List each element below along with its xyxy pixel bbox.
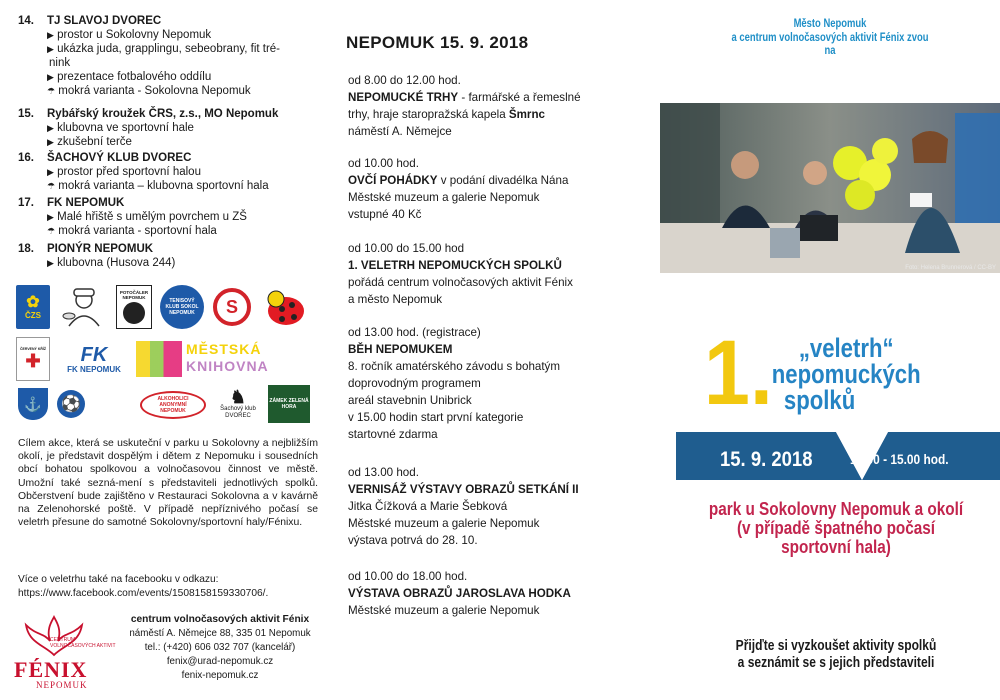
football-logo: ⚽ bbox=[56, 385, 86, 423]
club-item: ☂ mokrá varianta – klubovna sportovní hala bbox=[47, 180, 269, 192]
czs-logo: ✿ ČZS bbox=[16, 285, 50, 329]
event-time: od 13.00 hod. (registrace) bbox=[348, 326, 481, 339]
phone: tel.: (+420) 606 032 707 (kancelář) bbox=[144, 642, 296, 653]
fenix-contact bbox=[110, 613, 330, 683]
fenix-logo: CENTRUM VOLNOČASOVÝCH AKTIVIT FÉNIX NEPOMUK bbox=[14, 615, 124, 695]
event-name: VERNISÁŽ VÝSTAVY OBRAZŮ SETKÁNÍ II bbox=[348, 483, 579, 496]
club-number: 17. bbox=[18, 197, 34, 209]
club-name: FK NEPOMUK bbox=[47, 197, 125, 209]
club-item: ▶ klubovna ve sportovní hale bbox=[47, 122, 194, 134]
intro-paragraph: Cílem akce, která se uskuteční v parku u Sokolovny a nejbližším okolí, je představit dospělým i dětem z Nepomuku i sousedních obcí bohatou spolkovou a volnočasovou činnost ve městě. Umožní také sezná-mení s představiteli jednotlivých spolků. Občerstvení bude zajištěno v Restauraci Sokolovna a v kavárně na Zelenohorské poště. V případě nepříznivého počasí se veletrh přesune do samotné Sokolovny/sportovní haly/Fénixu. bbox=[18, 438, 318, 529]
club-item: ▶ ukázka juda, grapplingu, sebeobrany, fit tré- bbox=[47, 43, 281, 55]
club-item: ▶ prostor u Sokolovny Nepomuk bbox=[47, 29, 212, 41]
club-item: ☂ mokrá varianta - Sokolovna Nepomuk bbox=[47, 85, 251, 97]
club-number: 16. bbox=[18, 152, 34, 164]
club-item: ▶ klubovna (Husova 244) bbox=[47, 257, 176, 269]
event-name: 1. VELETRH NEPOMUCKÝCH SPOLKŮ bbox=[348, 259, 562, 272]
zelena-hora-logo: ZÁMEK ZELENÁ HORA bbox=[268, 385, 310, 423]
event-name: OVČÍ POHÁDKY bbox=[348, 174, 438, 187]
library-logo: MĚSTSKÁ KNIHOVNA bbox=[136, 341, 304, 379]
aa-nepomuk-logo: ALKOHOLICI ANONYMNÍ NEPOMUK bbox=[138, 389, 208, 421]
program-event: od 8.00 do 12.00 hod. NEPOMUCKÉ TRHY - farmářské a řemeslné trhy, hraje staropražská kapela Šmrnc náměstí A. Němejce bbox=[348, 72, 648, 140]
sokol-logo: S bbox=[212, 285, 252, 329]
program-event: od 10.00 hod. OVČÍ POHÁDKY v podání divadélka Nána Městské muzeum a galerie Nepomuk vstupné 40 Kč bbox=[348, 155, 648, 223]
org-name: centrum volnočasových aktivit Fénix bbox=[130, 614, 310, 625]
call-to-action: Přijďte si vyzkoušet aktivity spolků a seznámit se s jejich představiteli bbox=[735, 638, 937, 671]
potocaler-logo: POTOČÁLER NEPOMUK bbox=[116, 285, 152, 329]
edition-number: 1. bbox=[703, 322, 773, 424]
club-item: ▶ prostor před sportovní halou bbox=[47, 166, 201, 178]
program-column bbox=[336, 0, 656, 700]
club-name: TJ SLAVOJ DVOREC bbox=[47, 15, 162, 27]
event-title: „veletrh“ nepomuckých spolků bbox=[771, 333, 921, 415]
chef-logo bbox=[56, 285, 111, 329]
event-time-range: 10.00 - 15.00 hod. bbox=[850, 451, 949, 467]
partner-logos bbox=[16, 285, 326, 425]
program-event: od 10.00 do 18.00 hod. VÝSTAVA OBRAZŮ JAROSLAVA HODKA Městské muzeum a galerie Nepomuk bbox=[348, 568, 648, 619]
fisher-club-logo: ⚓ bbox=[16, 385, 50, 423]
club-item: ▶ prezentace fotbalového oddílu bbox=[47, 71, 212, 83]
facebook-label: Více o veletrhu také na facebooku v odkazu: bbox=[18, 574, 219, 585]
band-name: Šmrnc bbox=[508, 108, 545, 121]
facebook-block bbox=[18, 573, 323, 601]
program-event: od 13.00 hod. (registrace) BĚH NEPOMUKEM 8. ročník amatérského závodu s bohatým doprovodným programem areál stavebnin Unibrick v 15.00 hodin start první kategorie startovné zdarma bbox=[348, 324, 648, 443]
cover-panel bbox=[660, 0, 1000, 700]
club-number: 14. bbox=[18, 15, 34, 27]
event-time: od 10.00 do 15.00 hod bbox=[348, 242, 465, 255]
facebook-link[interactable]: https://www.facebook.com/events/1508158159330706/. bbox=[18, 588, 269, 599]
event-name: VÝSTAVA OBRAZŮ JAROSLAVA HODKA bbox=[348, 587, 571, 600]
web-link[interactable]: fenix-nepomuk.cz bbox=[181, 670, 259, 681]
tennis-club-logo: TENISOVÝ KLUB SOKOL NEPOMUK bbox=[158, 285, 206, 329]
ladybug-logo bbox=[260, 285, 310, 329]
club-number: 18. bbox=[18, 243, 34, 255]
fk-nepomuk-logo: FK FK NEPOMUK bbox=[67, 343, 121, 374]
event-time: od 10.00 hod. bbox=[348, 157, 419, 170]
event-time: od 13.00 hod. bbox=[348, 466, 419, 479]
event-time: od 8.00 do 12.00 hod. bbox=[348, 74, 461, 87]
invitation-header: Město Nepomuk a centrum volnočasových aktivit Fénix zvou na bbox=[731, 18, 929, 57]
club-item: ▶ Malé hřiště s umělým povrchem u ZŠ bbox=[47, 211, 247, 223]
event-photo bbox=[660, 103, 1000, 273]
left-column bbox=[0, 0, 330, 700]
club-item: nink bbox=[49, 57, 71, 69]
event-name: NEPOMUCKÉ TRHY bbox=[348, 91, 459, 104]
program-event: od 13.00 hod. VERNISÁŽ VÝSTAVY OBRAZŮ SETKÁNÍ II Jitka Čížková a Marie Šebková Městské muzeum a galerie Nepomuk výstava potrvá do 28. 10. bbox=[348, 464, 648, 549]
photo-credit: Foto: Helena Brunnerová / CC-BY bbox=[905, 265, 996, 271]
email-link[interactable]: fenix@urad-nepomuk.cz bbox=[166, 656, 274, 667]
red-cross-logo: ČERVENÝ KŘÍŽ ✚ bbox=[16, 337, 50, 381]
chess-club-logo: ♞ Šachový klub DVOREC bbox=[220, 387, 256, 419]
event-place: park u Sokolovny Nepomuk a okolí (v případě špatného počasí sportovní hala) bbox=[708, 499, 964, 557]
event-date: 15. 9. 2018 bbox=[720, 448, 813, 471]
club-name: Rybářský kroužek ČRS, z.s., MO Nepomuk bbox=[47, 108, 279, 120]
program-event: od 10.00 do 15.00 hod 1. VELETRH NEPOMUCKÝCH SPOLKŮ pořádá centrum volnočasových aktivit Fénix a město Nepomuk bbox=[348, 240, 648, 308]
club-item: ▶ zkušební terče bbox=[47, 136, 132, 148]
address: náměstí A. Němejce 88, 335 01 Nepomuk bbox=[129, 628, 311, 639]
program-title: NEPOMUK 15. 9. 2018 bbox=[346, 33, 529, 52]
event-name: BĚH NEPOMUKEM bbox=[348, 343, 453, 356]
club-name: PIONÝR NEPOMUK bbox=[47, 243, 154, 255]
club-name: ŠACHOVÝ KLUB DVOREC bbox=[47, 152, 192, 164]
club-item: ☂ mokrá varianta - sportovní hala bbox=[47, 225, 217, 237]
club-number: 15. bbox=[18, 108, 34, 120]
event-time: od 10.00 do 18.00 hod. bbox=[348, 570, 468, 583]
